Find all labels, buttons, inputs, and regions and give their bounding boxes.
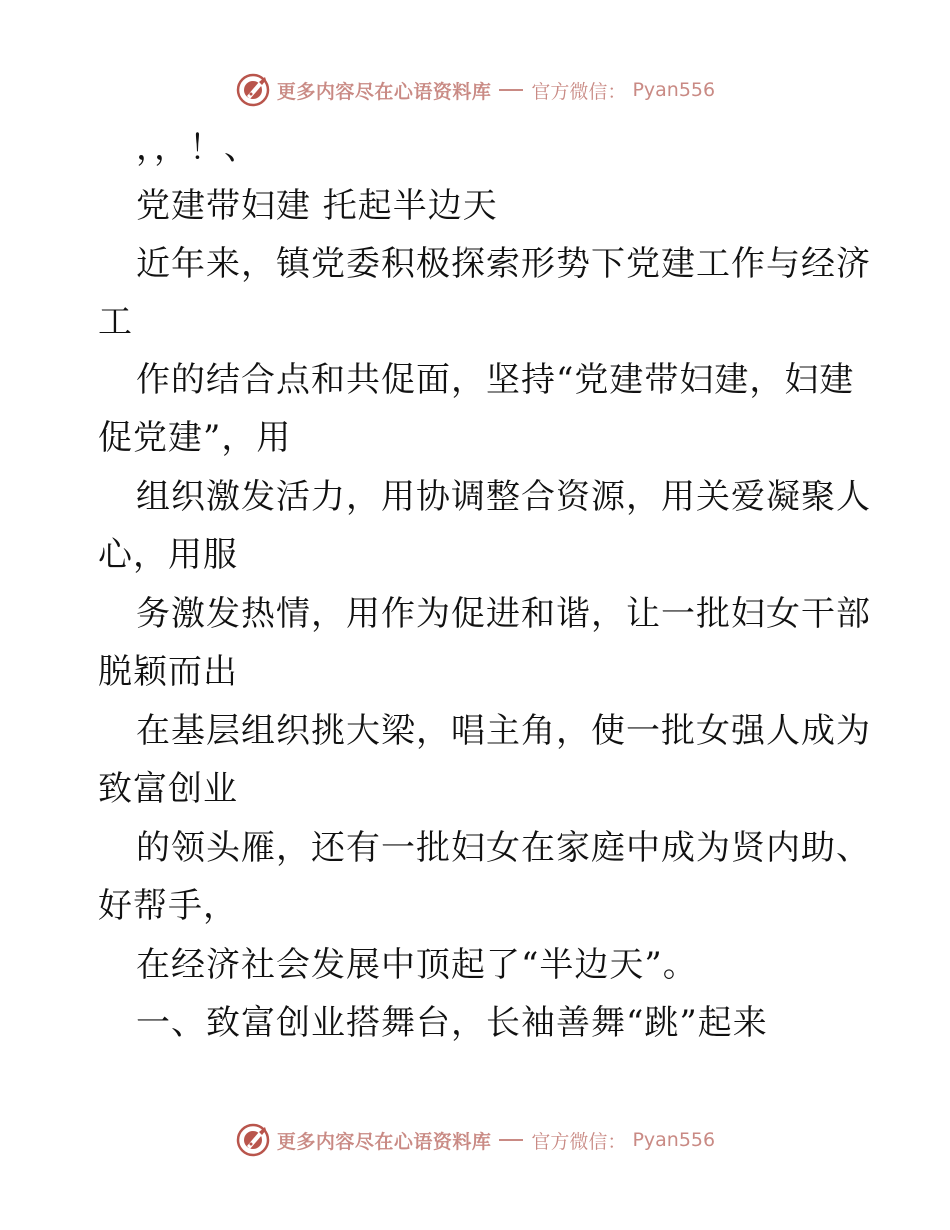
header-watermark [0, 68, 950, 112]
footer-watermark [0, 1118, 950, 1162]
text-line-16: 一、致富创业搭舞台，长袖善舞“跳”起来 [136, 1003, 768, 1043]
text-line-4: 工 [98, 302, 133, 342]
text-line-9: 务激发热情，用作为促进和谐，让一批妇女干部 [136, 594, 871, 634]
watermark-sub-text: 官方微信： [531, 1130, 627, 1153]
watermark-dash [499, 1139, 523, 1141]
pen-nib-circle-icon [235, 1122, 271, 1158]
text-line-14: 好帮手， [98, 886, 238, 926]
text-line-1: ，，！、 [136, 128, 259, 168]
text-line-6: 促党建”，用 [98, 418, 292, 458]
text-line-8: 心，用服 [98, 535, 238, 575]
text-line-13: 的领头雁，还有一批妇女在家庭中成为贤内助、 [136, 828, 871, 868]
watermark-main-text: 更多内容尽在心语资料库 [276, 80, 492, 103]
text-line-11: 在基层组织挑大梁，唱主角，使一批女强人成为 [136, 711, 871, 751]
pen-nib-circle-icon [235, 72, 271, 108]
watermark-dash [499, 89, 523, 91]
watermark-sub-text: 官方微信： [531, 80, 627, 103]
text-line-7: 组织激发活力，用协调整合资源，用关爱凝聚人 [136, 477, 871, 517]
watermark-main-text: 更多内容尽在心语资料库 [276, 1130, 492, 1153]
text-line-2: 党建带妇建 托起半边天 [136, 186, 498, 226]
text-line-15: 在经济社会发展中顶起了“半边天”。 [136, 945, 698, 985]
text-line-12: 致富创业 [98, 769, 238, 809]
text-line-5: 作的结合点和共促面，坚持“党建带妇建，妇建 [136, 360, 855, 400]
text-line-3: 近年来，镇党委积极探索形势下党建工作与经济 [136, 244, 871, 284]
watermark-id-text: Pyan556 [632, 79, 716, 101]
watermark-id-text: Pyan556 [632, 1129, 716, 1151]
text-line-10: 脱颖而出 [98, 652, 238, 692]
